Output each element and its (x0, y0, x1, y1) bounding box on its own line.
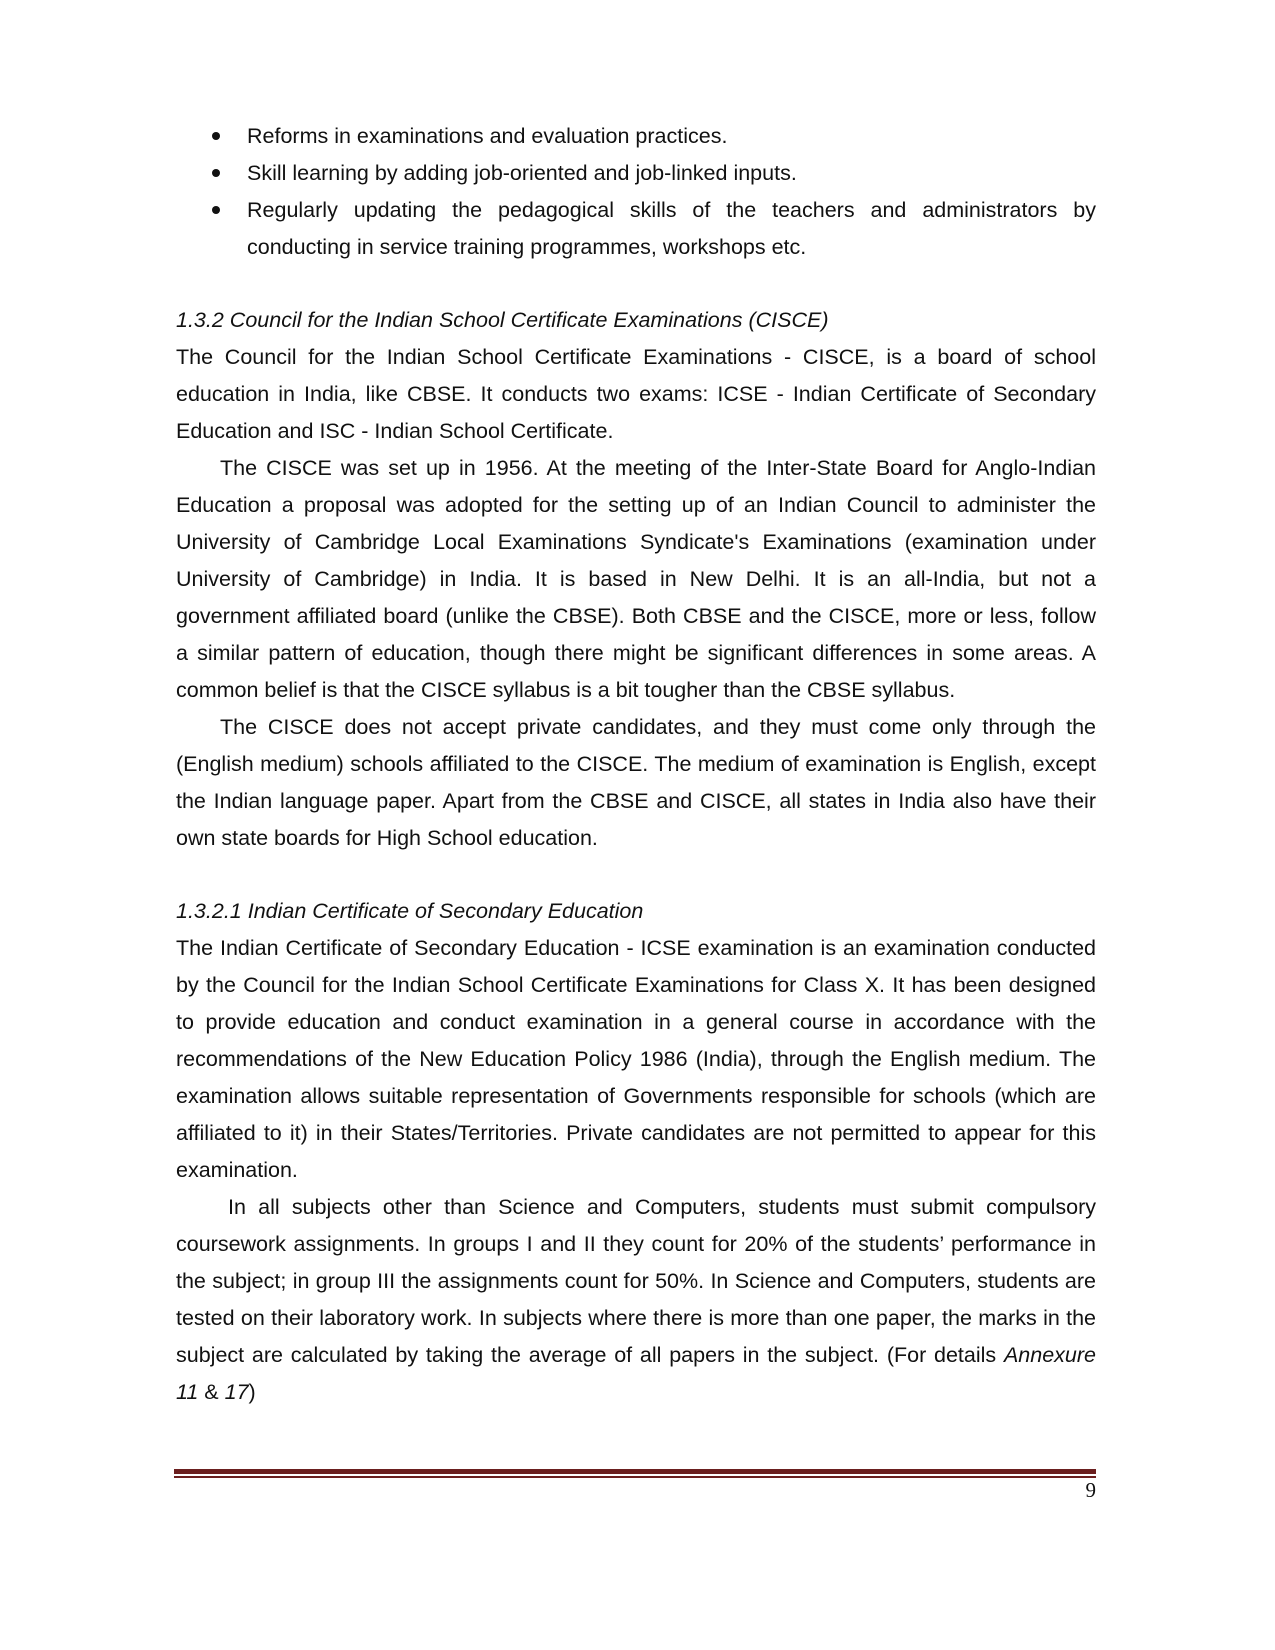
section-heading-cisce: 1.3.2 Council for the Indian School Certificate Examinations (CISCE) (176, 308, 829, 332)
paragraph-text: In all subjects other than Science and Computers, students must submit compulsory coursework assignments. In groups I and II they count for 20% of the students’ performance in the subject; in group III the assignments count for 50%. In Science and Computers, students are tested on their laboratory work. In subjects where there is more than one paper, the marks in the subject are calculated by taking the average of all papers in the subject. (For details (176, 1195, 1096, 1367)
annexure-reference: 17 (224, 1380, 249, 1404)
bullet-icon (212, 169, 220, 177)
list-item: Skill learning by adding job-oriented and job-linked inputs. (176, 155, 1096, 192)
bullet-icon (212, 206, 220, 214)
list-item: Regularly updating the pedagogical skills of the teachers and administrators by conducting in service training programmes, workshops etc. (176, 192, 1096, 266)
list-item: Reforms in examinations and evaluation practices. (176, 118, 1096, 155)
bullet-list (176, 118, 1096, 266)
footer-rule (174, 1469, 1096, 1478)
footer-rule-thick (174, 1469, 1096, 1474)
footer-rule-thin (174, 1476, 1096, 1478)
paragraph: The CISCE was set up in 1956. At the meeting of the Inter-State Board for Anglo-Indian Education a proposal was adopted for the setting up of an Indian Council to administer the University of Cambridge Local Examinations Syndicate's Examinations (examination under University of Cambridge) in India. It is based in New Delhi. It is an all-India, but not a government affiliated board (unlike the CBSE). Both CBSE and the CISCE, more or less, follow a similar pattern of education, though there might be significant differences in some areas. A common belief is that the CISCE syllabus is a bit tougher than the CBSE syllabus. (176, 456, 1096, 702)
bullet-icon (212, 132, 220, 140)
ampersand: & (198, 1380, 225, 1404)
paragraph: The Indian Certificate of Secondary Education - ICSE examination is an examination conducted by the Council for the Indian School Certificate Examinations for Class X. It has been designed to provide education and conduct examination in a general course in accordance with the recommendations of the New Education Policy 1986 (India), through the English medium. The examination allows suitable representation of Governments responsible for schools (which are affiliated to it) in their States/Territories. Private candidates are not permitted to appear for this examination. (176, 936, 1096, 1182)
page-content (176, 118, 1096, 1411)
paragraph (176, 1189, 1096, 1411)
paragraph: The Council for the Indian School Certificate Examinations - CISCE, is a board of school education in India, like CBSE. It conducts two exams: ICSE - Indian Certificate of Secondary Education and ISC - Indian School Certificate. (176, 345, 1096, 443)
paragraph: The CISCE does not accept private candidates, and they must come only through the (English medium) schools affiliated to the CISCE. The medium of examination is English, except the Indian language paper. Apart from the CBSE and CISCE, all states in India also have their own state boards for High School education. (176, 715, 1096, 850)
page-number: 9 (1085, 1478, 1096, 1502)
annexure-reference: Annexure 11 (176, 1343, 1096, 1404)
section-heading-icse: 1.3.2.1 Indian Certificate of Secondary Education (176, 899, 644, 923)
closing-paren: ) (248, 1380, 256, 1404)
